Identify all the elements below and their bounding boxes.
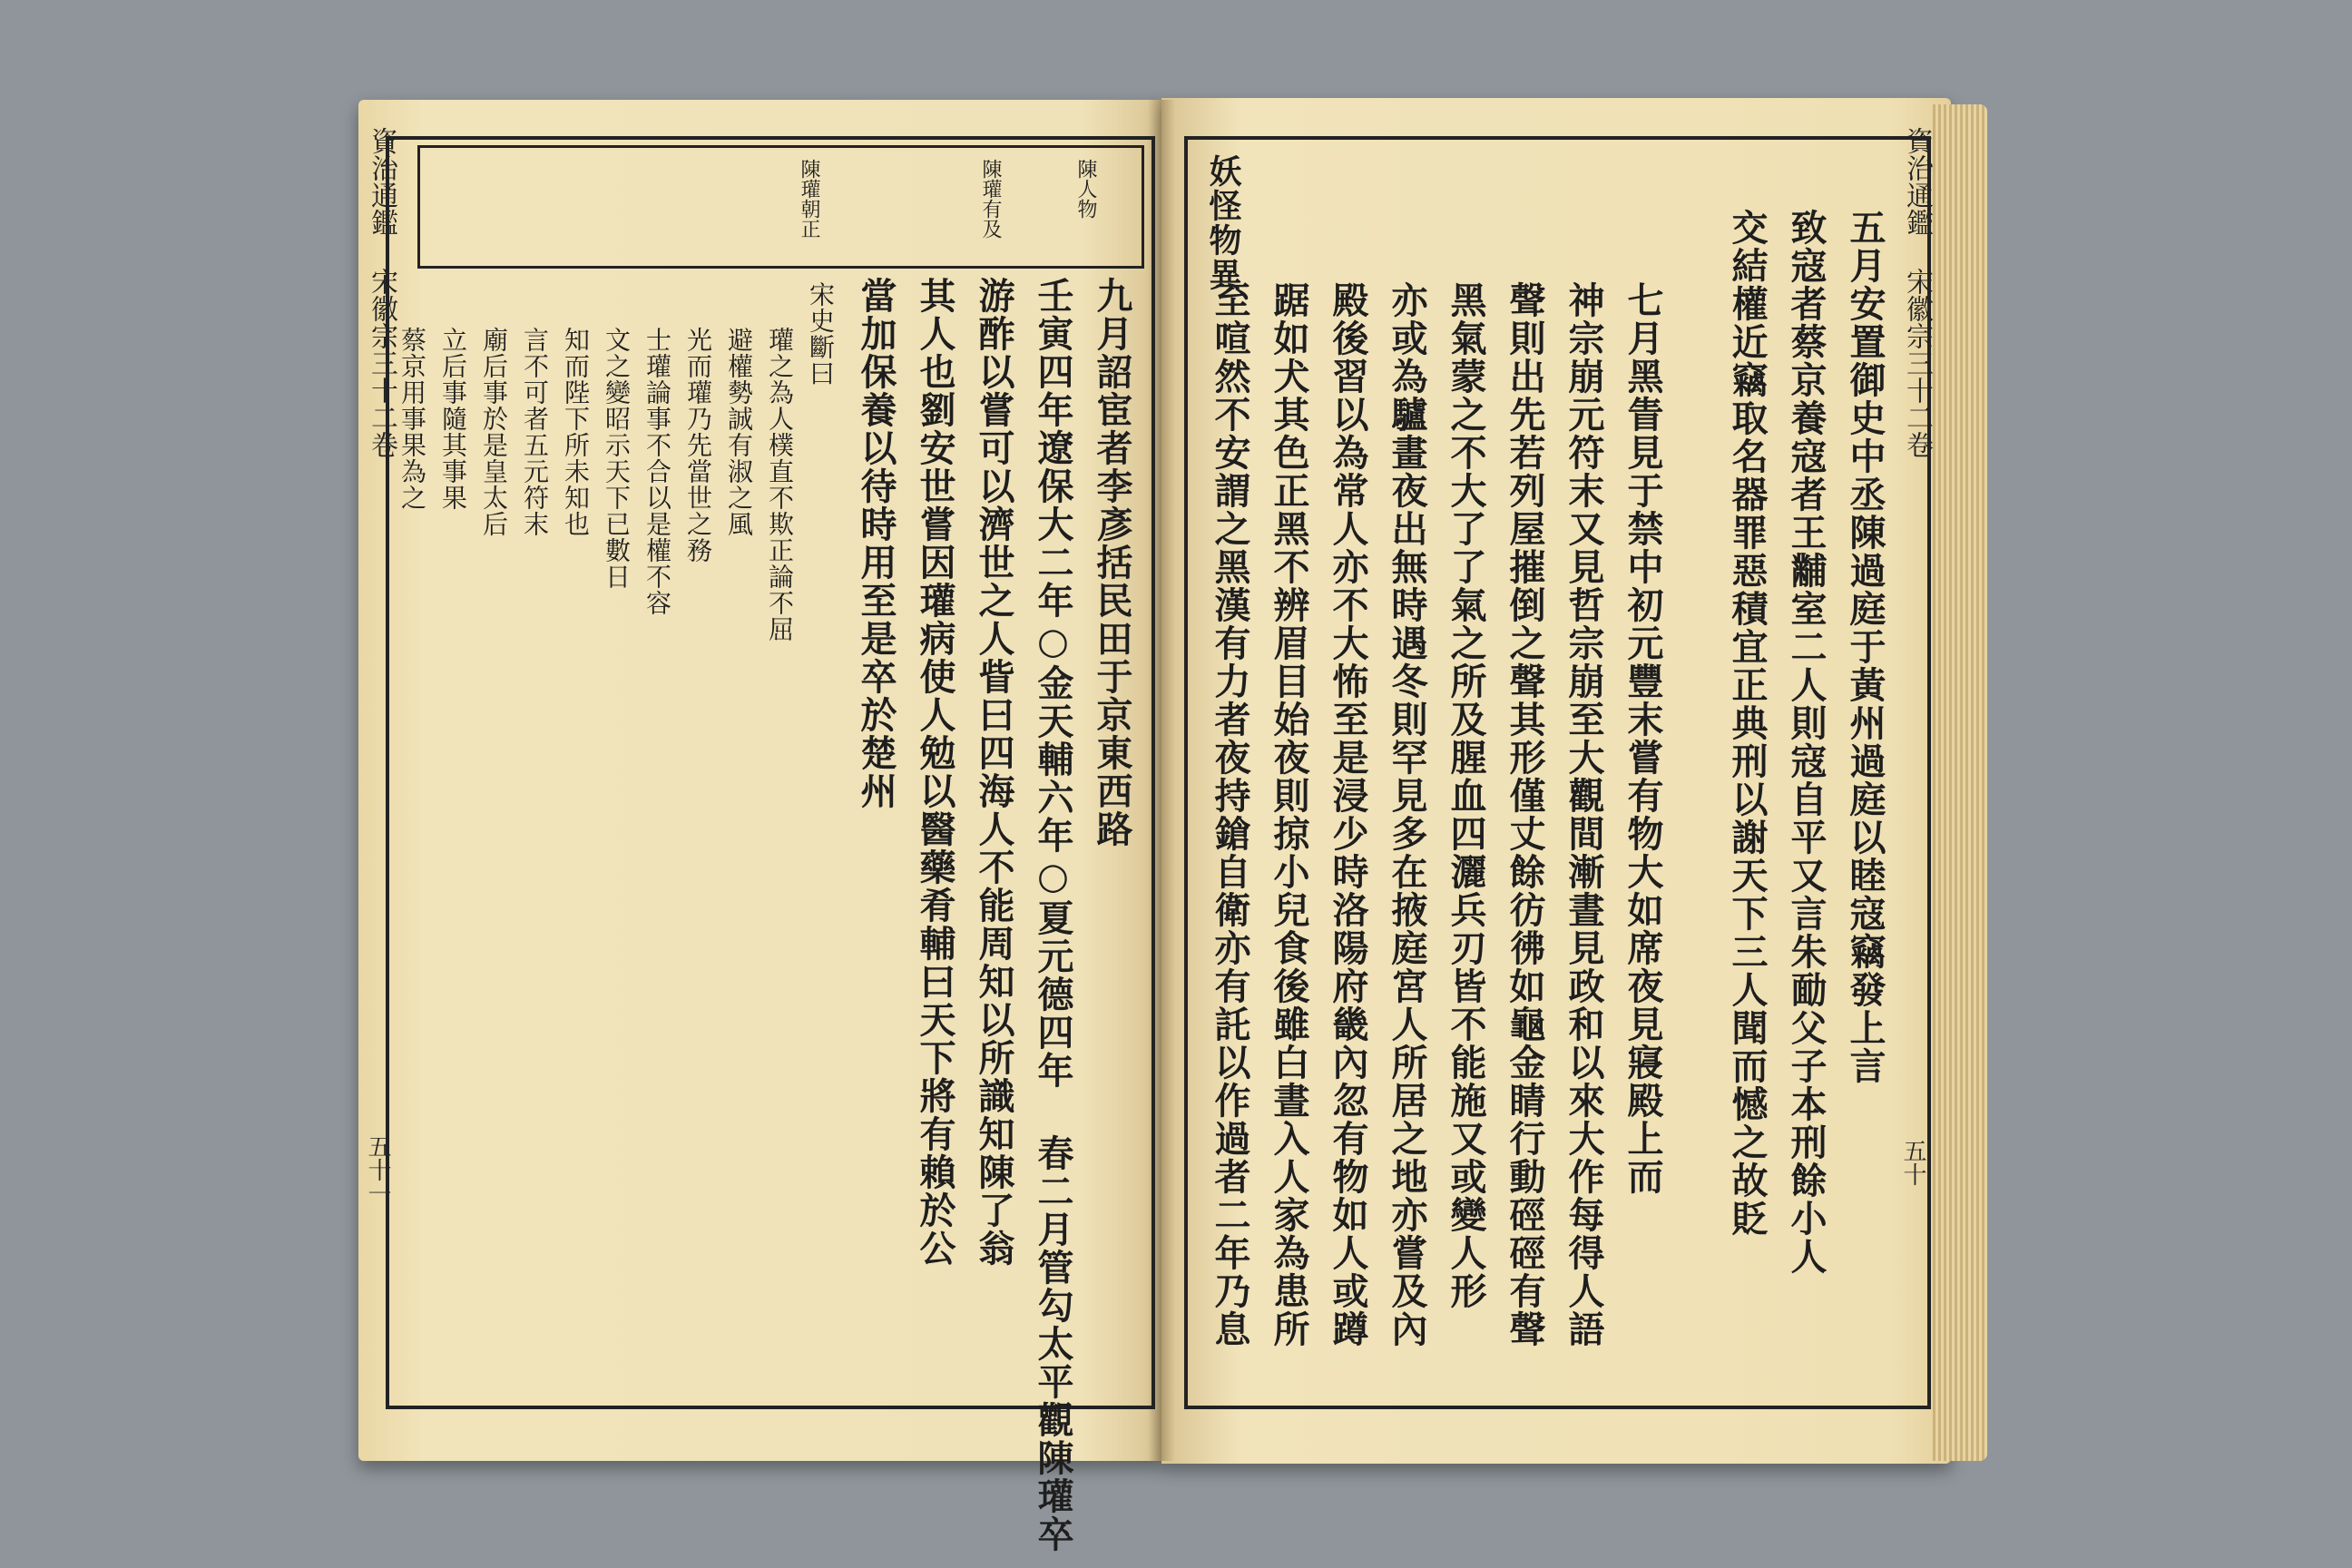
left-column-7: 瓘之為人樸直不欺正論不屈 (765, 327, 795, 642)
left-header-note-1: 陳人物 (1074, 159, 1097, 219)
right-column-9: 殿後習以為常人亦不大怖至是浸少時洛陽府畿內忽有物如人或蹲 (1327, 281, 1369, 1348)
right-margin-title: 資治通鑑 宋徽宗三十二卷 (1901, 127, 1933, 458)
left-margin-title: 資治通鑑 宋徽宗三十二卷 (366, 127, 397, 458)
right-column-11: 至喧然不安謂之黑漢有力者夜持鎗自衛亦有託以作過者二年乃息 (1209, 281, 1251, 1348)
left-column-4: 其人也劉安世嘗因瓘病使人勉以醫藥肴輔曰天下將有賴於公 (914, 277, 956, 1268)
left-column-6: 宋史斷曰 (806, 281, 836, 387)
left-header-box (417, 145, 1144, 269)
left-column-15: 立后事隨其事果 (438, 327, 468, 511)
left-column-12: 知而陛下所未知也 (561, 327, 591, 537)
right-column-3: 交結權近竊取名器罪惡積宜正典刑以謝天下三人聞而憾之故貶 (1726, 209, 1769, 1238)
right-page-number: 五十 (1899, 1139, 1926, 1186)
left-column-10: 士瓘論事不合以是權不容 (642, 327, 672, 616)
right-column-1: 五月安置御史中丞陳過庭于黃州過庭以睦寇竊發上言 (1844, 209, 1886, 1085)
right-column-6: 聲則出先若列屋摧倒之聲其形僅丈餘彷彿如龜金睛行動硜硜有聲 (1504, 281, 1546, 1348)
left-column-1: 九月詔宦者李彥括民田于京東西路 (1091, 277, 1133, 848)
left-column-2: 壬寅四年遼保大二年○金天輔六年○夏元德四年 春二月管勾太平觀陳瓘卒 (1032, 277, 1074, 1553)
left-header-note-3: 陳瓘朝正 (798, 159, 820, 239)
left-header-note-2: 陳瓘有及 (979, 159, 1002, 239)
left-column-3: 游酢以嘗可以濟世之人眥曰四海人不能周知以所識知陳了翁 (973, 277, 1015, 1268)
left-column-8: 避權勢誠有淑之風 (724, 327, 754, 537)
right-column-5: 神宗崩元符末又見哲宗崩至大觀間漸晝見政和以來大作每得人語 (1563, 281, 1605, 1348)
right-column-2: 致寇者蔡京養寇者王黼室二人則寇自平又言朱勔父子本刑餘小人 (1785, 209, 1828, 1276)
left-column-11: 文之變昭示天下已數日 (602, 327, 632, 590)
right-side-label: 妖怪物異 (1204, 154, 1242, 292)
right-column-8: 亦或為驢畫夜出無時遇冬則罕見多在掖庭宮人所居之地亦嘗及內 (1386, 281, 1428, 1348)
right-column-7: 黑氣蒙之不大了了氣之所及腥血四灑兵刃皆不能施又或變人形 (1445, 281, 1487, 1310)
left-column-14: 廟后事於是皇太后 (479, 327, 509, 537)
right-column-4: 七月黑眚見于禁中初元豐末嘗有物大如席夜見寢殿上而 (1622, 281, 1664, 1196)
left-column-13: 言不可者五元符末 (520, 327, 550, 537)
left-column-5: 當加保養以待時用至是卒於楚州 (855, 277, 897, 810)
left-page-number: 五十一 (364, 1134, 391, 1205)
right-column-10: 踞如犬其色正黑不辨眉目始夜則掠小兒食後雖白晝入人家為患所 (1268, 281, 1310, 1348)
page-edges (1933, 104, 1987, 1461)
left-column-9: 光而瓘乃先當世之務 (683, 327, 713, 564)
left-column-16: 蔡京用事果為之 (397, 327, 427, 511)
